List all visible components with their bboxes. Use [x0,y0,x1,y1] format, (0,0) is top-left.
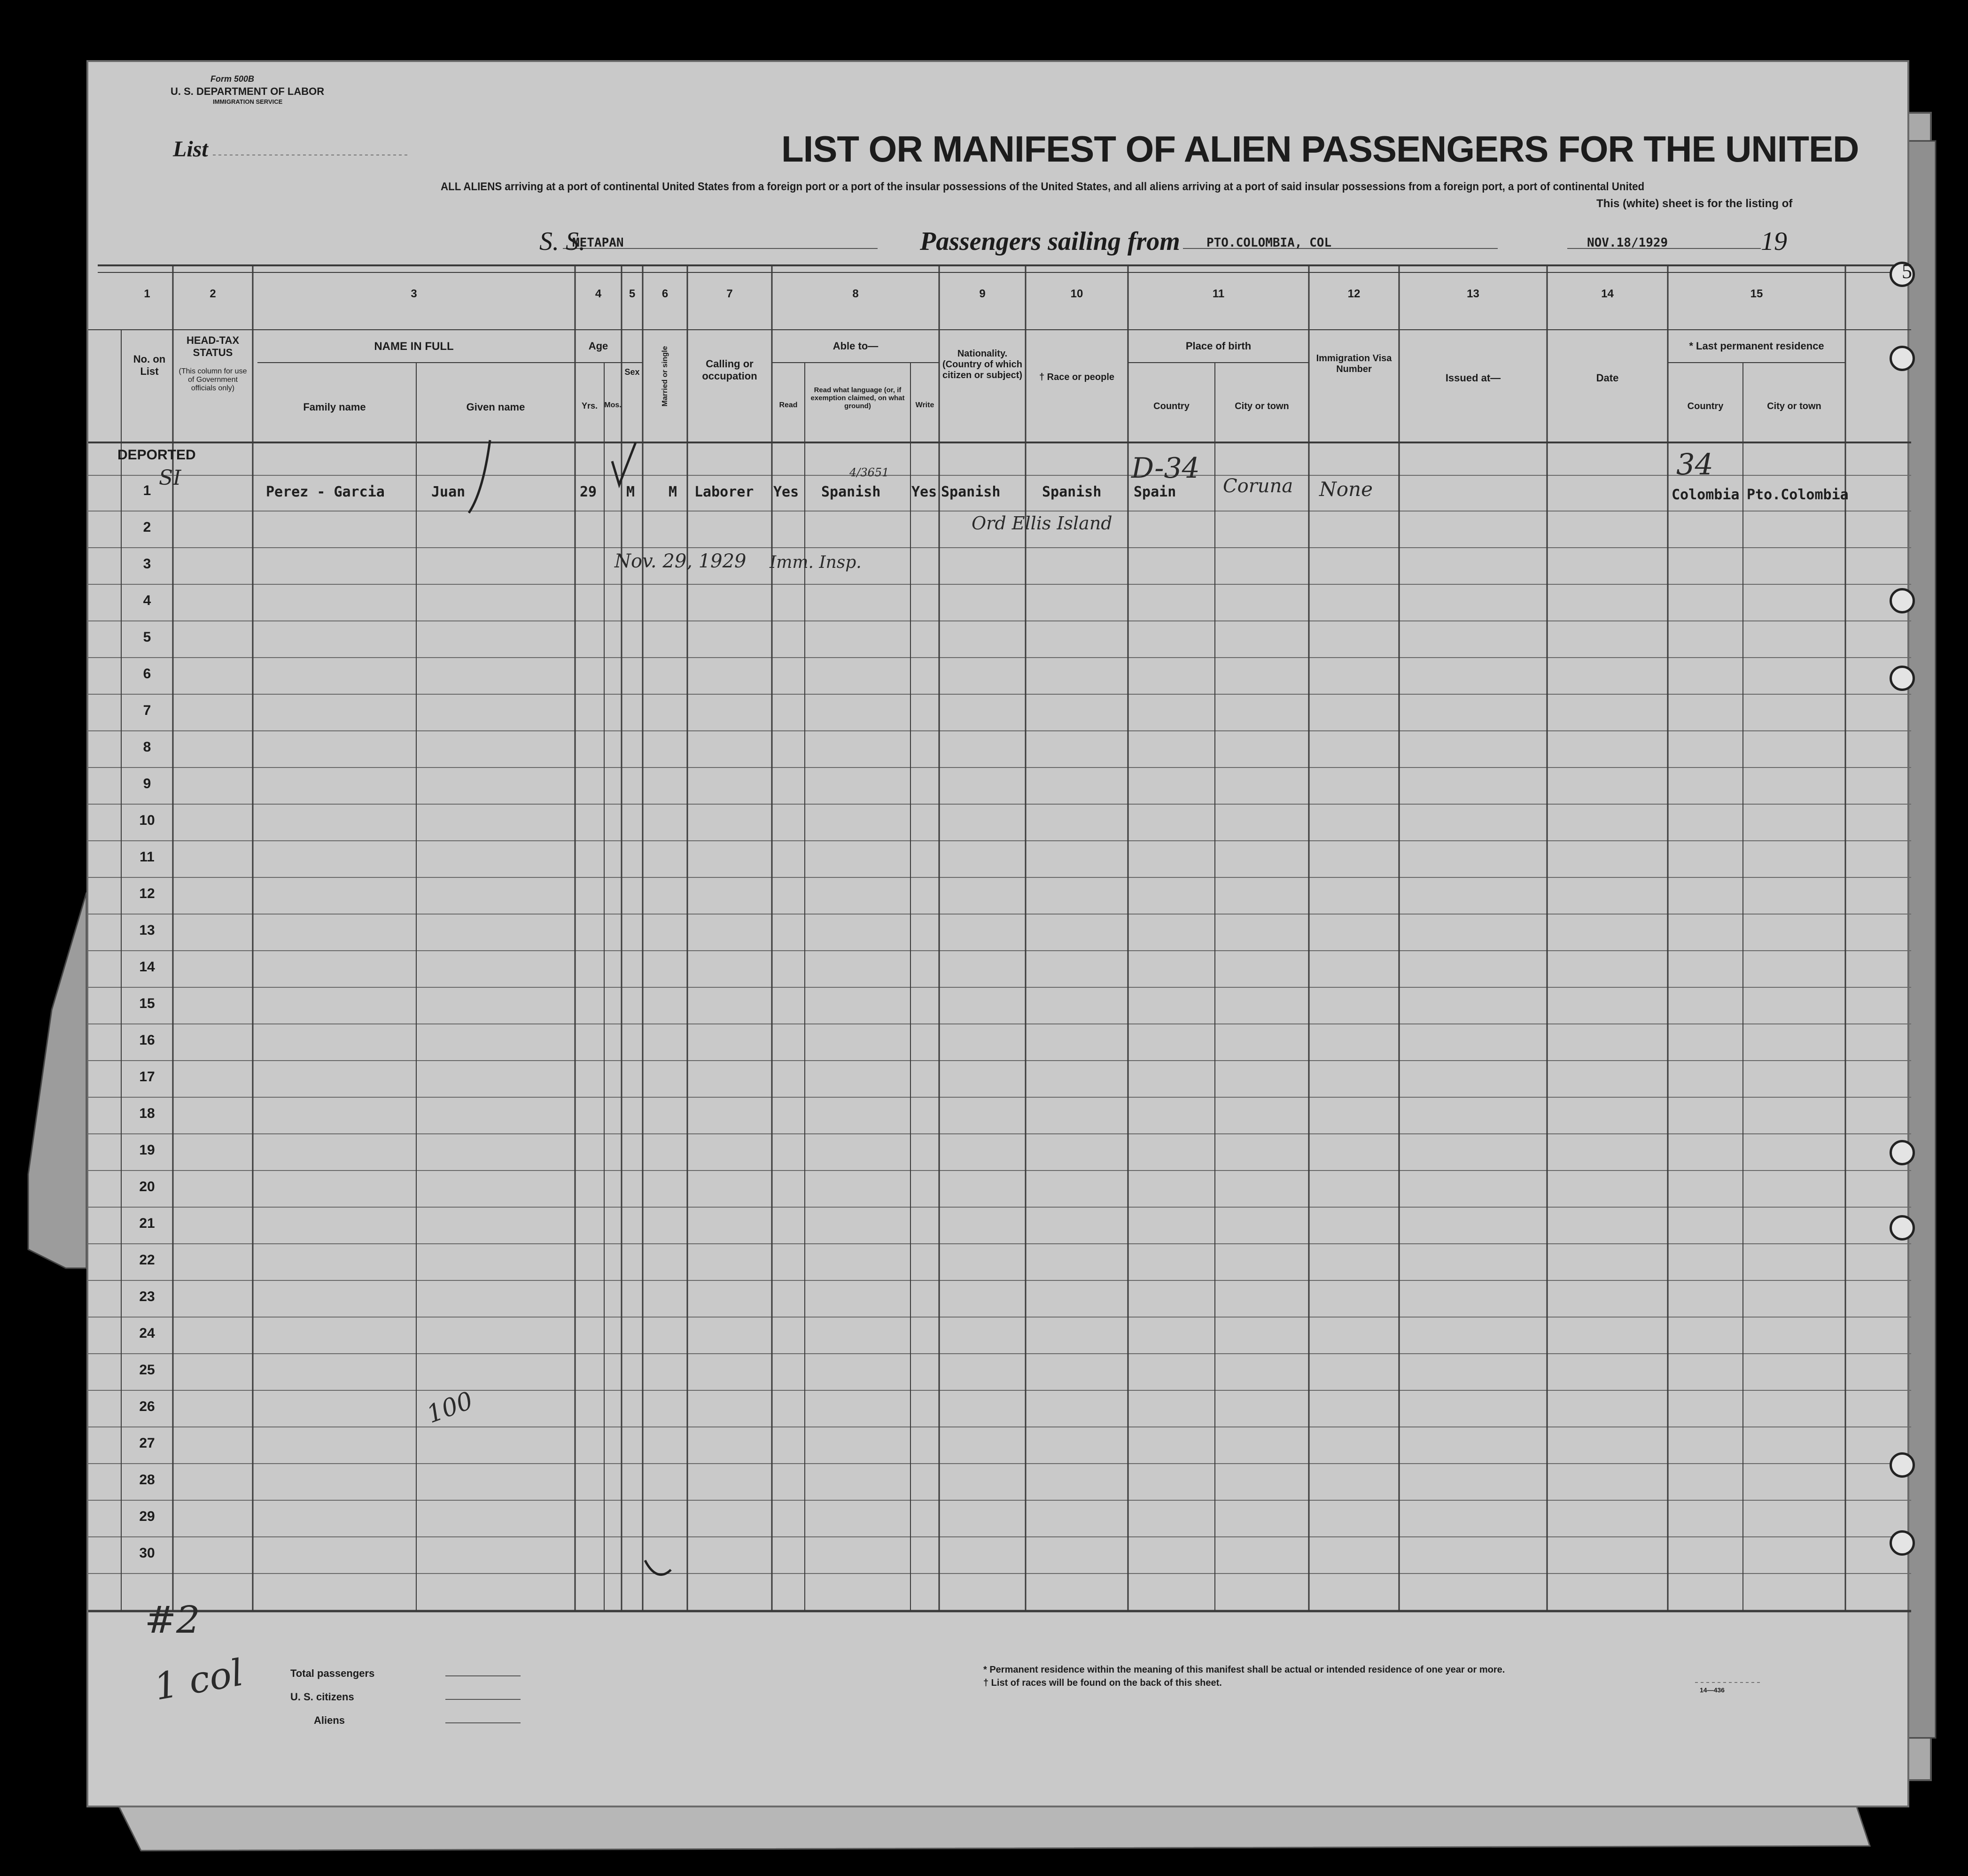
service-label: IMMIGRATION SERVICE [213,98,283,105]
colnum-2: 2 [210,287,216,300]
row-number-9: 9 [143,776,151,791]
header-family-name: Family name [303,401,366,413]
colnum-14: 14 [1601,287,1614,300]
form-code: 14—436 [1700,1686,1725,1694]
row-number-20: 20 [139,1179,155,1194]
row3-note-annotation: Imm. Insp. [770,553,862,572]
header-head-tax-note: (This column for use of Government officials only) [179,367,247,392]
header-last-residence: * Last permanent residence [1689,340,1824,352]
punch-hole-8 [1890,1530,1915,1556]
colnum-13: 13 [1467,287,1479,300]
row-number-10: 10 [139,813,155,828]
sailing-port: PTO.COLOMBIA, COL [1206,236,1332,250]
row-number-24: 24 [139,1326,155,1341]
row-number-11: 11 [140,849,155,865]
header-date: Date [1596,372,1619,384]
manifest-sheet [86,60,1912,1807]
footnote-residence: * Permanent residence within the meaning of this manifest shall be actual or intended residence of one year or more. [983,1665,1505,1675]
form-number: Form 500B [210,74,255,84]
row-number-25: 25 [139,1362,155,1378]
row-number-15: 15 [139,996,155,1011]
row-number-14: 14 [139,959,155,975]
colnum-10: 10 [1070,287,1083,300]
aliens-label: Aliens [314,1714,345,1726]
header-calling: Calling or occupation [702,358,757,382]
race-value: Spanish [1042,484,1102,500]
punch-hole-6 [1890,1215,1915,1240]
nationality-value: Spanish [941,484,1001,500]
colnum-4: 4 [595,287,602,300]
header-age: Age [588,340,608,352]
list-mark: SI [159,466,181,490]
punch-hole-3 [1890,588,1915,613]
row-number-4: 4 [143,593,151,608]
birth-city-value: Coruna [1223,475,1293,497]
row-number-29: 29 [139,1509,155,1524]
row-number-17: 17 [139,1069,155,1085]
row-number-30: 30 [139,1545,155,1561]
colnum-12: 12 [1347,287,1361,300]
sailing-label: Passengers sailing from [920,227,1180,256]
residence-city-value: Pto.Colombia [1747,487,1849,503]
total-passengers-label: Total passengers [290,1667,375,1679]
header-issued-at: Issued at— [1445,372,1501,384]
manifest-grid [88,62,1911,1809]
year-suffix: 19 [1761,227,1787,256]
row-number-28: 28 [139,1472,155,1488]
ship-name: METAPAN [572,236,624,250]
visa-value: None [1319,478,1373,501]
punch-hole-2 [1890,346,1915,371]
manifest-title: LIST OR MANIFEST OF ALIEN PASSENGERS FOR THE UNITED [781,128,1859,170]
colnum-1: 1 [144,287,150,300]
row-number-5: 5 [143,629,151,645]
row-number-8: 8 [143,739,151,755]
row-number-13: 13 [139,922,155,938]
residence-mark: 34 [1676,447,1713,481]
header-sex: Sex [624,367,640,377]
corner-mark: 5 [1902,260,1912,283]
row3-date-annotation: Nov. 29, 1929 [615,550,747,572]
row-number-21: 21 [139,1216,155,1231]
header-place-of-birth: Place of birth [1185,340,1252,352]
margin-mark-2: 1 col [151,1651,247,1709]
list-label: List [173,137,208,162]
header-race: † Race or people [1039,372,1115,382]
header-write: Write [915,401,934,409]
row-number-6: 6 [143,666,151,682]
age-years: 29 [580,484,597,500]
header-visa: Immigration Visa Number [1316,353,1392,374]
row-number-16: 16 [139,1032,155,1048]
header-married: Married or single [661,346,669,407]
row-number-18: 18 [139,1106,155,1121]
row-number-19: 19 [139,1142,155,1158]
footnote-races: † List of races will be found on the back of this sheet. [983,1678,1222,1688]
header-birth-country: Country [1153,401,1190,411]
row-number-23: 23 [139,1289,155,1304]
header-mos: Mos. [604,401,622,409]
marital-value: M [669,484,677,500]
colnum-9: 9 [979,287,986,300]
given-name: Juan [431,484,466,500]
birth-country-note: D-34 [1131,452,1200,485]
occupation-value: Laborer [694,484,754,500]
row-number-26: 26 [139,1399,155,1414]
row-number-7: 7 [143,703,151,718]
sex-value: M [626,484,635,500]
header-no-on-list: No. on List [133,353,166,377]
header-nationality: Nationality. (Country of which citizen or subject) [942,349,1023,380]
language-note: 4/3651 [849,466,889,479]
row-number-2: 2 [143,519,151,535]
colnum-7: 7 [726,287,733,300]
row-number-27: 27 [139,1435,155,1451]
margin-mark-1: #2 [145,1598,200,1642]
header-res-city: City or town [1767,401,1821,411]
colnum-3: 3 [411,287,417,300]
colnum-8: 8 [852,287,859,300]
header-read: Read [779,401,798,409]
header-able-to: Able to— [832,340,879,352]
underlying-page-bottom [117,1804,1870,1851]
colnum-15: 15 [1750,287,1763,300]
language-value: Spanish [821,484,881,500]
count-stamp: 100 [423,1386,477,1429]
row-number-3: 3 [143,556,151,572]
row-number-12: 12 [139,886,155,901]
handwritten-strokes [469,440,671,1574]
manifest-subtitle-1: ALL ALIENS arriving at a port of continental United States from a foreign port or a port of the insular possessions of the United States, and all aliens arriving at a port of said insular possessions from a foreign port, a port of continental United [441,180,1645,193]
ss-label: S. S. [539,227,585,256]
manifest-subtitle-2: This (white) sheet is for the listing of [1596,197,1793,210]
row-number-22: 22 [139,1252,155,1268]
header-name-in-full: NAME IN FULL [374,340,454,353]
deported-stamp: DEPORTED [117,447,196,463]
header-yrs: Yrs. [581,401,598,411]
row-number-1: 1 [143,483,151,498]
header-given-name: Given name [466,401,525,413]
punch-hole-4 [1890,666,1915,691]
punch-hole-5 [1890,1140,1915,1165]
row2-annotation: Ord Ellis Island [972,513,1112,534]
birth-country-value: Spain [1134,484,1176,500]
header-birth-city: City or town [1235,401,1289,411]
us-citizens-label: U. S. citizens [290,1691,354,1703]
read-value: Yes [773,484,799,500]
header-head-tax: HEAD-TAX STATUS [186,334,240,358]
header-read-language: Read what language (or, if exemption claimed, on what ground) [810,386,905,410]
sailing-date: NOV.18/1929 [1587,236,1668,250]
colnum-11: 11 [1212,287,1225,300]
colnum-6: 6 [661,287,669,300]
department-label: U. S. DEPARTMENT OF LABOR [171,85,325,97]
header-res-country: Country [1687,401,1724,411]
residence-country-value: Colombia [1672,487,1740,503]
family-name: Perez - Garcia [266,484,385,500]
write-value: Yes [911,484,937,500]
colnum-5: 5 [629,287,636,300]
punch-hole-7 [1890,1452,1915,1478]
